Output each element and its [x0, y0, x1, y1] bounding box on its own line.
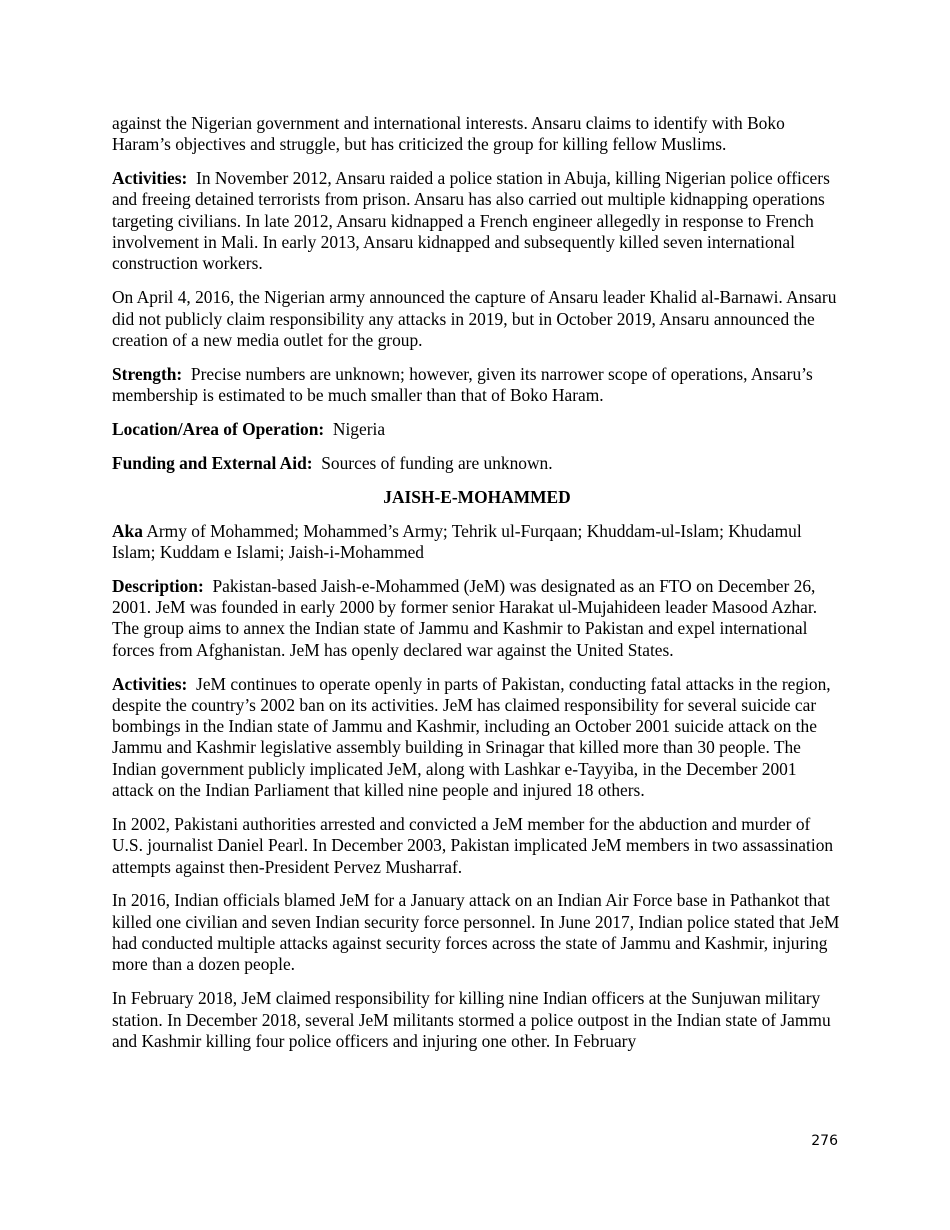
paragraph-text: Pakistan-based Jaish-e-Mohammed (JeM) was designated as an FTO on December 26, 2001. JeM was founded in early 2000 by former senior Harakat ul-Mujahideen leader Masood Azhar. The group aims to annex the Indian state of Jammu and Kashmir to Pakistan and expel international forces from Afghanistan. JeM has openly declared war against the United States.	[112, 575, 818, 660]
paragraph-lead: Funding and External Aid:	[112, 452, 313, 473]
paragraph-ansaru-strength	[112, 364, 842, 407]
section-heading: JAISH-E-MOHAMMED	[383, 486, 571, 507]
document-page	[112, 113, 842, 1065]
paragraph-jem-2016	[112, 890, 842, 975]
paragraph-text: In 2002, Pakistani authorities arrested and convicted a JeM member for the abduction and murder of U.S. journalist Daniel Pearl. In December 2003, Pakistan implicated JeM members in two assassination attempts against then-President Pervez Musharraf.	[112, 813, 834, 877]
paragraph-text: Precise numbers are unknown; however, given its narrower scope of operations, Ansaru’s membership is estimated to be much smaller than that of Boko Haram.	[112, 363, 813, 406]
paragraph-text: In November 2012, Ansaru raided a police station in Abuja, killing Nigerian police officers and freeing detained terrorists from prison. Ansaru has also carried out multiple kidnapping operations targeting civilians. In late 2012, Ansaru kidnapped a French engineer allegedly in response to French involvement in Mali. In early 2013, Ansaru kidnapped and subsequently killed seven international construction workers.	[112, 168, 830, 274]
paragraph-lead: Location/Area of Operation:	[112, 418, 325, 439]
paragraph-jem-activities	[112, 674, 842, 802]
paragraph-text: In 2016, Indian officials blamed JeM for a January attack on an Indian Air Force base in Pathankot that killed one civilian and seven Indian security force personnel. In June 2017, Indian police stated that JeM had conducted multiple attacks against security forces across the state of Jammu and Kashmir, injuring more than a dozen people.	[112, 890, 840, 975]
paragraph-lead: Activities:	[112, 673, 188, 694]
paragraph-ansaru-intro	[112, 113, 842, 156]
paragraph-jem-2002	[112, 814, 842, 878]
paragraph-text: On April 4, 2016, the Nigerian army announced the capture of Ansaru leader Khalid al-Barnawi. Ansaru did not publicly claim responsibility any attacks in 2019, but in October 2019, Ansaru announced the creation of a new media outlet for the group.	[112, 287, 837, 350]
paragraph-text: In February 2018, JeM claimed responsibility for killing nine Indian officers at the Sunjuwan military station. In December 2018, several JeM militants stormed a police outpost in the Indian state of Jammu and Kashmir killing four police officers and injuring one other. In February	[112, 988, 831, 1051]
paragraph-lead: Activities:	[112, 168, 188, 189]
paragraph-jem-2018	[112, 988, 842, 1052]
paragraph-lead: Strength:	[112, 363, 183, 384]
paragraph-text: against the Nigerian government and international interests. Ansaru claims to identify with Boko Haram’s objectives and struggle, but has criticized the group for killing fellow Muslims.	[112, 113, 785, 155]
paragraph-ansaru-location	[112, 419, 842, 440]
paragraph-jem-description	[112, 576, 842, 661]
paragraph-text: Nigeria	[332, 418, 386, 439]
paragraph-ansaru-activities	[112, 168, 842, 274]
paragraph-text: JeM continues to operate openly in parts of Pakistan, conducting fatal attacks in the region, despite the country’s 2002 ban on its activities. JeM has claimed responsibility for several suicide car bombings in the Indian state of Jammu and Kashmir, including an October 2001 suicide attack on the Jammu and Kashmir legislative assembly building in Srinagar that killed more than 30 people. The Indian government publicly implicated JeM, along with Lashkar e-Tayyiba, in the December 2001 attack on the Indian Parliament that killed nine people and injured 18 others.	[112, 673, 831, 801]
page-number: 276	[811, 1133, 838, 1149]
paragraph-jem-aka	[112, 521, 842, 564]
paragraph-text: Sources of funding are unknown.	[321, 452, 553, 473]
paragraph-text: Army of Mohammed; Mohammed’s Army; Tehrik ul-Furqaan; Khuddam-ul-Islam; Khudamul Islam; Kuddam e Islami; Jaish-i-Mohammed	[112, 520, 802, 562]
paragraph-ansaru-2016	[112, 287, 842, 351]
paragraph-ansaru-funding	[112, 453, 842, 474]
paragraph-lead: Description:	[112, 575, 204, 596]
paragraph-lead: Aka	[112, 520, 143, 541]
